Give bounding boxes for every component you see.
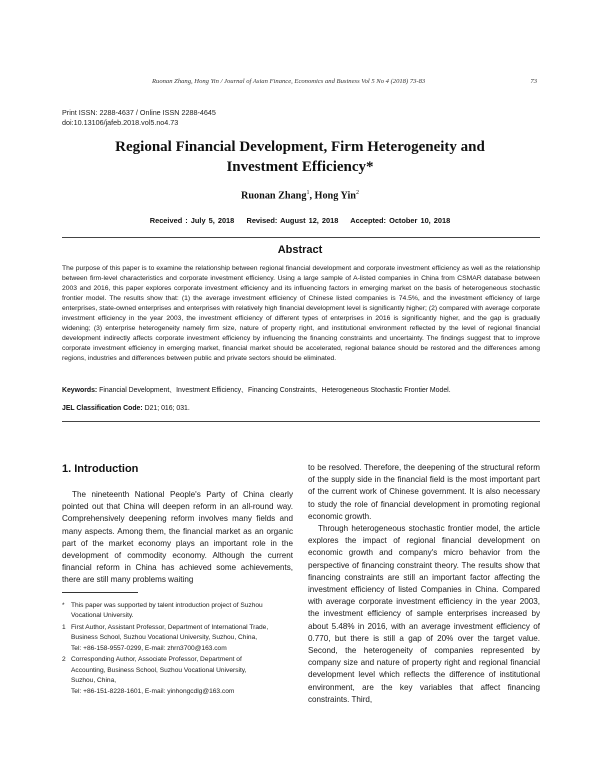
page-number: 73 — [530, 78, 537, 85]
jel-codes: D21; 016; 031. — [144, 405, 190, 412]
keywords-text: Financial Development、Investment Efficiency、Financing Constraints、Heterogeneous Stochastic Frontier Model. — [99, 387, 451, 394]
intro-paragraph-1: The nineteenth National People's Party of China clearly pointed out that China will deepen reform in an all-round way. Comprehensively deepening reform involves many fields and many aspects. Among them, the financial market as an organic part of the market economy plays an important role in the development of commodity economy. Although the current financial reform in China has achieved some achievements, there are still many problems waiting — [62, 490, 293, 585]
author-line — [60, 190, 540, 201]
abstract-top-rule — [62, 237, 540, 238]
footnotes — [62, 601, 294, 698]
submission-dates: Received : July 5, 2018 Revised: August 12, 2018 Accepted: October 10, 2018 — [149, 216, 451, 225]
abstract-body: The purpose of this paper is to examine the relationship between regional financial development and corporate investment efficiency as well as the relationship between firm-level characteristics and corporate investment efficiency. Using a large sample of A-listed companies in China from CSMAR database between 2003 and 2016, this paper explores corporate investment efficiency and its influencing factors in emerging market on the basis of heterogeneous stochastic frontier model. The results show that: (1) the average investment efficiency of Chinese listed companies is 74.5%, and the investment efficiency of large enterprises, state-owned enterprises and enterprises with relatively high financial development level is significantly higher; (2) compared with average corporate investment efficiency in the year 2003, the investment efficiency of different types of enterprises in 2016 is significantly higher, and the gap is gradually widening; (3) enterprise heterogeneity namely firm size, nature of property right, and institutional environment reflected by the level of regional financial development indirectly affects corporate investment efficiency by influencing the financing constraints and uncertainty. The findings suggest that to improve corporate investment efficiency in emerging market, financial market should be accelerated, regional balance should be restored and the differences among regions, industries and differences between public and private sectors should be eliminated. — [62, 265, 540, 362]
footnote-line: Accounting, Business School, Suzhou Vocational University, — [71, 666, 247, 674]
running-header-text: Ruonan Zhang, Hong Yin / Journal of Asian Finance, Economics and Business Vol 5 No 4 (2018) 73-83 — [152, 78, 426, 85]
abstract-bottom-rule — [62, 421, 540, 422]
footnote-corresponding-author — [62, 655, 294, 697]
author-1-affiliation-mark: 1 — [306, 190, 310, 196]
issn-line: Print ISSN: 2288-4637 / Online ISSN 2288-4645 — [62, 108, 216, 117]
footnote-line: Vocational University. — [71, 612, 134, 620]
author-1: Ruonan Zhang — [241, 190, 307, 202]
keywords-label: Keywords: — [62, 387, 98, 394]
paper-title-line2: Investment Efficiency* — [226, 159, 374, 175]
jel-classification — [62, 405, 190, 412]
footnote-funding — [62, 601, 294, 622]
author-separator: , — [309, 190, 315, 202]
paper-title-line1: Regional Financial Development, Firm Heterogeneity and — [115, 139, 485, 155]
footnote-mark: 2 — [62, 656, 66, 664]
footnote-line: First Author, Assistant Professor, Department of International Trade, — [71, 624, 269, 631]
intro-paragraph-continued: to be resolved. Therefore, the deepening of the structural reform of the supply side in the financial field is the most important part of the current work of Chinese government. It is also necessary to study the role of financial development in promoting regional economic growth. — [308, 463, 540, 521]
footnote-mark: * — [62, 602, 65, 609]
intro-paragraph-2: Through heterogeneous stochastic frontier model, the article explores the impact of regional financial development on economic growth and company's micro behavior from the perspective of financing constraint theory. The results show that financing constraints are still an important factor affecting the investment efficiency of listed Companies in China. Compared with average corporate investment efficiency in the year 2003, the investment efficiency of sample enterprises increased by about 5.48% in 2016, with an average investment efficiency of 0.770, but there is still a gap of 20% over the target value. Second, the heterogeneity of companies represented by company size and nature of property right and regional financial development level which reflects the difference of institutional environment, are the key variables that affect financing constraints. Third, — [308, 524, 540, 704]
footnote-line: Business School, Suzhou Vocational University, Suzhou, China, — [71, 634, 258, 642]
left-column — [62, 489, 293, 587]
keywords — [62, 386, 540, 396]
footnote-line: Corresponding Author, Associate Professor, Department of — [71, 656, 242, 664]
issn-block — [62, 108, 216, 127]
footnote-line: Suzhou, China, — [71, 677, 117, 685]
footnote-line: Tel: +86-158-9557-0299, E-mail: zhrn3700@163.com — [71, 644, 227, 652]
footnote-mark: 1 — [62, 624, 66, 631]
jel-label: JEL Classification Code: — [62, 405, 143, 412]
abstract-heading: Abstract — [277, 244, 323, 256]
footnote-rule — [62, 592, 138, 593]
footnote-first-author — [62, 623, 294, 654]
footnote-line: Tel: +86-151-8228-1601, E-mail: yinhongcdlg@163.com — [71, 687, 235, 695]
author-2-affiliation-mark: 2 — [355, 190, 359, 196]
introduction-heading: 1. Introduction — [62, 463, 139, 475]
doi-line: doi:10.13106/jafeb.2018.vol5.no4.73 — [62, 117, 179, 127]
author-2: Hong Yin — [314, 190, 356, 202]
footnote-line: This paper was supported by talent introduction project of Suzhou — [71, 602, 263, 609]
right-column — [308, 462, 540, 706]
paper-title — [60, 137, 540, 177]
